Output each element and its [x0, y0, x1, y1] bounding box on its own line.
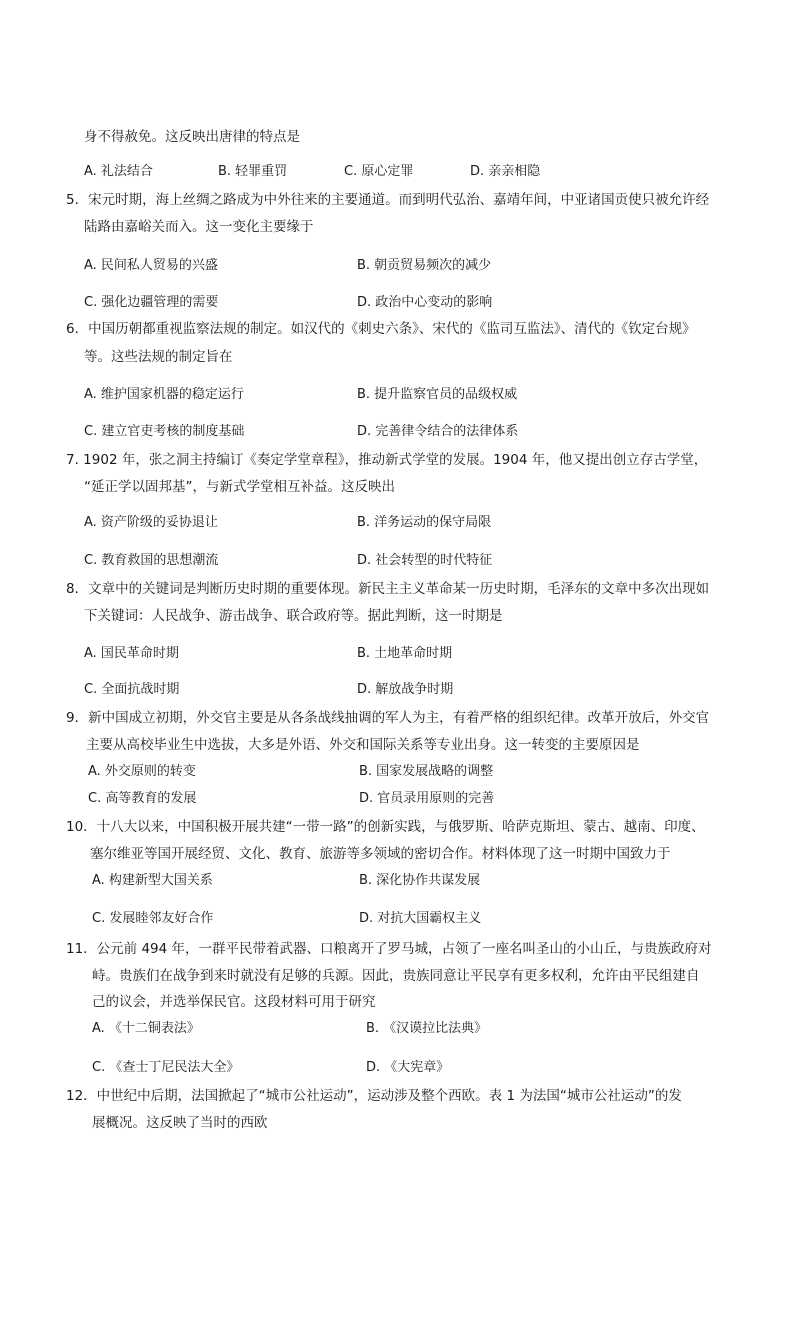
q11-option-d: D. 《大宪章》: [366, 1060, 450, 1075]
q11-stem-line-2: 峙。贵族们在战争到来时就没有足够的兵源。因此，贵族同意让平民享有更多权利，允许由平民组建自: [92, 968, 700, 984]
q6-option-a: A. 维护国家机器的稳定运行: [84, 387, 244, 402]
q5-option-b: B. 朝贡贸易频次的减少: [357, 258, 492, 273]
q6-stem-line-2: 等。这些法规的制定旨在: [84, 349, 233, 365]
q7-option-d: D. 社会转型的时代特征: [357, 553, 493, 568]
q6-option-b: B. 提升监察官员的品级权威: [357, 387, 518, 402]
q4-option-c: C. 原心定罪: [344, 164, 414, 179]
q7-option-a: A. 资产阶级的妥协退让: [84, 515, 218, 530]
q10-option-c: C. 发展睦邻友好合作: [92, 911, 214, 926]
q7-stem-line-2: “延正学以固邦基”，与新式学堂相互补益。这反映出: [84, 479, 395, 495]
q8-stem-line-1: 8．文章中的关键词是判断历史时期的重要体现。新民主主义革命某一历史时期，毛泽东的文章中多次出现如: [66, 581, 710, 597]
q7-option-c: C. 教育救国的思想潮流: [84, 553, 219, 568]
q4-stem: 身不得赦免。这反映出唐律的特点是: [84, 129, 300, 145]
q11-stem-line-1: 11．公元前 494 年，一群平民带着武器、口粮离开了罗马城，占领了一座名叫圣山的小山丘，与贵族政府对: [66, 941, 712, 957]
q9-option-c: C. 高等教育的发展: [88, 791, 197, 806]
q7-option-b: B. 洋务运动的保守局限: [357, 515, 492, 530]
q10-option-b: B. 深化协作共谋发展: [359, 873, 481, 888]
q11-option-a: A. 《十二铜表法》: [92, 1021, 200, 1036]
q9-option-a: A. 外交原则的转变: [88, 764, 196, 779]
q5-stem-line-2: 陆路由嘉峪关而入。这一变化主要缘于: [84, 219, 314, 235]
q4-option-d: D. 亲亲相隐: [470, 164, 541, 179]
q10-option-d: D. 对抗大国霸权主义: [359, 911, 482, 926]
q9-stem-line-2: 主要从高校毕业生中选拔，大多是外语、外交和国际关系等专业出身。这一转变的主要原因是: [86, 737, 640, 753]
q4-option-a: A. 礼法结合: [84, 164, 153, 179]
q12-stem-line-2: 展概况。这反映了当时的西欧: [92, 1115, 268, 1131]
q5-option-d: D. 政治中心变动的影响: [357, 295, 493, 310]
q11-option-b: B. 《汉谟拉比法典》: [366, 1021, 488, 1036]
q5-stem-line-1: 5．宋元时期，海上丝绸之路成为中外往来的主要通道。而到明代弘治、嘉靖年间，中亚诸国贡使只被允许经: [66, 192, 710, 208]
q9-option-d: D. 官员录用原则的完善: [359, 791, 495, 806]
q6-option-d: D. 完善律令结合的法律体系: [357, 424, 519, 439]
q5-option-c: C. 强化边疆管理的需要: [84, 295, 219, 310]
q4-option-b: B. 轻罪重罚: [218, 164, 288, 179]
q8-option-c: C. 全面抗战时期: [84, 682, 180, 697]
q11-option-c: C. 《查士丁尼民法大全》: [92, 1060, 240, 1075]
q6-stem-line-1: 6．中国历朝都重视监察法规的制定。如汉代的《刺史六条》、宋代的《监司互监法》、清代的《钦定台规》: [66, 321, 696, 337]
q8-option-d: D. 解放战争时期: [357, 682, 454, 697]
q8-option-b: B. 土地革命时期: [357, 646, 453, 661]
q9-option-b: B. 国家发展战略的调整: [359, 764, 494, 779]
q5-option-a: A. 民间私人贸易的兴盛: [84, 258, 218, 273]
q12-stem-line-1: 12．中世纪中后期，法国掀起了“城市公社运动”，运动涉及整个西欧。表 1 为法国“城市公社运动”的发: [66, 1088, 682, 1104]
q10-option-a: A. 构建新型大国关系: [92, 873, 213, 888]
q10-stem-line-2: 塞尔维亚等国开展经贸、文化、教育、旅游等多领域的密切合作。材料体现了这一时期中国致力于: [90, 846, 671, 862]
q7-stem-line-1: 7. 1902 年，张之洞主持编订《奏定学堂章程》，推动新式学堂的发展。1904 年，他又提出创立存古学堂，: [66, 452, 708, 468]
q11-stem-line-3: 己的议会，并选举保民官。这段材料可用于研究: [92, 994, 376, 1010]
q10-stem-line-1: 10．十八大以来，中国积极开展共建“一带一路”的创新实践，与俄罗斯、哈萨克斯坦、蒙古、越南、印度、: [66, 819, 705, 835]
q6-option-c: C. 建立官吏考核的制度基础: [84, 424, 245, 439]
q9-stem-line-1: 9．新中国成立初期，外交官主要是从各条战线抽调的军人为主，有着严格的组织纪律。改革开放后，外交官: [66, 710, 710, 726]
q8-option-a: A. 国民革命时期: [84, 646, 179, 661]
q8-stem-line-2: 下关键词：人民战争、游击战争、联合政府等。据此判断，这一时期是: [84, 608, 503, 624]
